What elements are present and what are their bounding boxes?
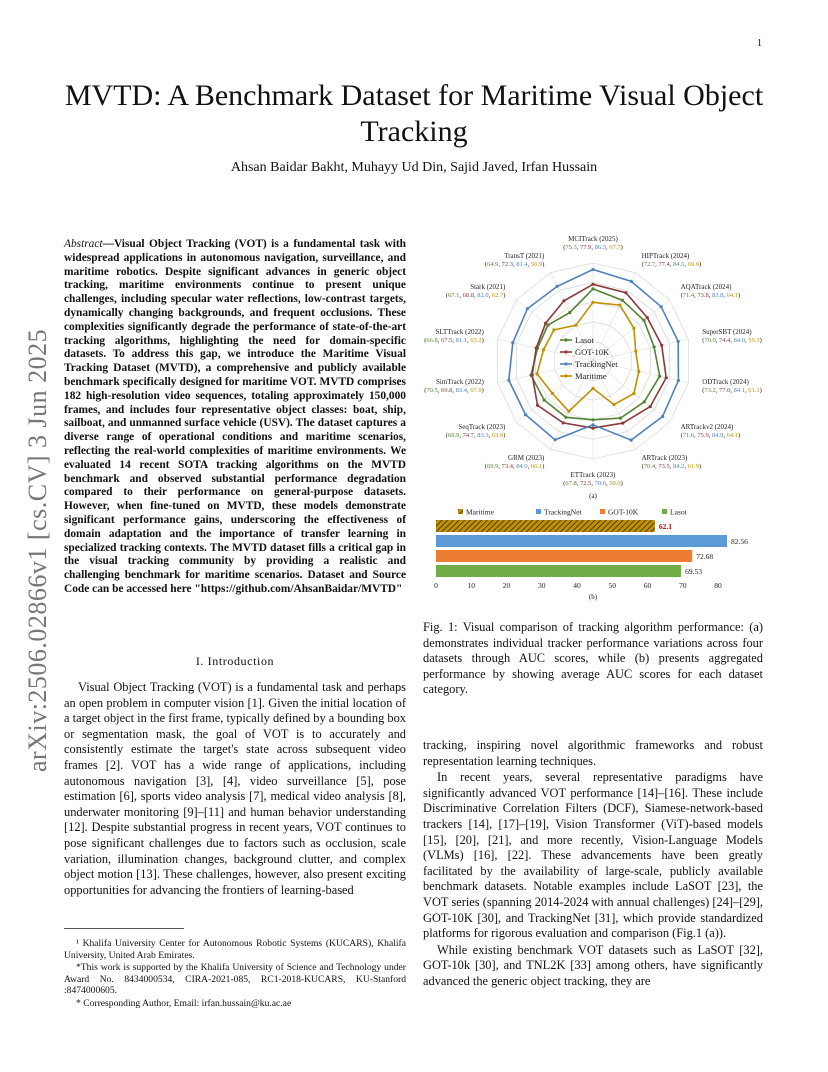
radar-point — [554, 438, 557, 441]
radar-value: 69.9 — [447, 431, 460, 439]
radar-point — [646, 316, 649, 319]
radar-axis-label: TransT (2021) — [504, 252, 545, 261]
radar-point — [632, 327, 635, 330]
radar-value: 71.6 — [682, 431, 695, 439]
radar-axis-values: (70.5, 69.8, 83.4, 67.0) — [424, 386, 484, 394]
footnote-3: * Corresponding Author, Email: irfan.hussain@ku.ac.ae — [76, 997, 292, 1009]
radar-value: 62.7 — [491, 292, 504, 300]
radar-axis-label: HIPTrack (2024) — [641, 252, 690, 261]
radar-axis-values: (71.6, 75.9, 84.9, 64.1) — [680, 431, 741, 439]
radar-value: 63.9 — [491, 431, 504, 439]
radar-point — [612, 403, 615, 406]
radar-value: 83.3 — [477, 431, 489, 439]
radar-value: 70.4 — [643, 462, 656, 470]
radar-point — [653, 345, 656, 348]
radar-axis-label: ARTrack (2023) — [641, 453, 688, 462]
radar-value: 77.9 — [580, 244, 592, 251]
radar-point — [642, 319, 645, 322]
arxiv-identifier: arXiv:2506.02866v1 [cs.CV] 3 Jun 2025 — [23, 328, 52, 772]
radar-point — [543, 398, 546, 401]
radar-legend-marker — [564, 362, 567, 365]
radar-point — [591, 287, 594, 290]
radar-legend-marker — [564, 350, 567, 353]
radar-legend-label: TrackingNet — [575, 359, 618, 369]
intro-paragraph: Visual Object Tracking (VOT) is a fundamental task and perhaps an open problem in computer vision [1]. Given the initial location of a target object in the first frame, typically defined by a bounding box or segmentation mask, the goal of VOT is to accurately and consistently estimate the target's state across subsequent video frames [2]. VOT has a wide range of applications, including autonomous navigation [3], [4], video surveillance [5], pose estimation [6], sports video analysis [7], medical video analysis [8], underwater monitoring [9]–[11] and human behavior understanding [12]. Despite substantial progress in recent years, VOT continues to pose significant challenges due to factors such as occlusion, scale variation, illumination changes, background clutter, and complex object motion [13]. These challenges, however, also present exciting opportunities for advancing the frontiers of learning-based — [64, 680, 406, 897]
radar-axis-values: (73.2, 77.0, 84.1, 61.1) — [702, 386, 762, 394]
paper-title: MVTD: A Benchmark Dataset for Maritime Visual Object Tracking — [64, 79, 764, 148]
radar-value: 82.0 — [477, 292, 489, 300]
bar-legend-swatch — [600, 509, 605, 514]
paragraph: tracking, inspiring novel algorithmic frameworks and robust representation learning techniques. — [423, 738, 763, 768]
radar-axis-label: ODTrack (2024) — [702, 377, 749, 386]
radar-value: 73.8 — [697, 292, 709, 300]
radar-axis-values: (64.9, 72.3, 81.4, 56.9) — [484, 261, 545, 269]
right-column-text — [423, 738, 763, 991]
radar-value: 86.3 — [594, 244, 606, 251]
radar-point — [556, 285, 559, 288]
radar-point — [526, 307, 529, 310]
radar-value: 70.0 — [704, 337, 716, 345]
radar-legend-marker — [564, 374, 567, 377]
radar-value: 73.2 — [704, 386, 716, 394]
radar-value: 69.9 — [486, 462, 499, 470]
radar-legend-label: Lasot — [575, 335, 594, 345]
radar-point — [567, 410, 570, 413]
radar-value: 69.6 — [687, 261, 700, 269]
footnote-1: ¹ Khalifa University Center for Autonomous Robotic Systems (KUCARS), Khalifa University, United Arab Emirates. — [64, 938, 406, 961]
radar-axis-label: GRM (2023) — [508, 453, 545, 462]
radar-point — [637, 370, 640, 373]
bar-x-tick: 10 — [467, 581, 476, 590]
radar-value: 72.3 — [501, 261, 513, 269]
bar-legend-label: TrackingNet — [544, 507, 582, 517]
radar-value: 84.0 — [516, 462, 528, 470]
radar-legend-label: GOT-10K — [575, 347, 610, 357]
bar-sublabel: (b) — [588, 593, 598, 601]
radar-axis-values: (66.8, 67.5, 81.1, 63.2) — [424, 337, 484, 345]
radar-axis-values: (69.9, 73.4, 84.0, 66.1) — [484, 462, 545, 470]
radar-legend-marker — [564, 338, 567, 341]
bar-lasot — [436, 565, 681, 577]
radar-point — [564, 416, 567, 419]
bar-got-10k — [436, 550, 692, 562]
radar-point — [591, 301, 594, 304]
footnote-2: *This work is supported by the Khalifa University of Science and Technology under Award No. 8434000534, CIRA-2021-085, RC1-2018-KUCARS, KU-Stanford :8474000605. — [64, 962, 406, 997]
radar-value: 72.7 — [643, 261, 656, 269]
radar-point — [618, 304, 621, 307]
radar-point — [632, 392, 635, 395]
radar-value: 64.1 — [726, 431, 739, 439]
radar-point — [665, 376, 668, 379]
bar-x-tick: 20 — [502, 581, 511, 590]
footnotes — [64, 938, 406, 1011]
radar-axis-values: (70.4, 73.5, 84.2, 61.9) — [641, 462, 702, 470]
radar-value: 67.7 — [609, 244, 621, 251]
radar-value: 67.0 — [470, 386, 482, 394]
bar-x-tick: 30 — [538, 581, 546, 590]
bar-legend-label: Lasot — [670, 507, 687, 517]
radar-value: 67.1 — [447, 292, 460, 300]
radar-chart — [418, 235, 768, 502]
radar-value: 84.9 — [712, 431, 724, 439]
radar-axis-label: SimTrack (2022) — [436, 377, 484, 386]
bar-value-label: 69.53 — [685, 567, 702, 576]
footnote-rule — [64, 928, 184, 929]
radar-point — [542, 348, 545, 351]
radar-point — [591, 427, 594, 430]
bar-value-label: 72.68 — [696, 552, 714, 561]
bar-x-tick: 50 — [608, 581, 617, 590]
bar-trackingnet — [436, 535, 727, 547]
bar-chart — [418, 504, 768, 614]
radar-point — [677, 340, 680, 343]
radar-value: 75.3 — [565, 244, 577, 251]
radar-axis-label: AQATrack (2024) — [680, 283, 732, 292]
radar-point — [591, 387, 594, 390]
radar-value: 59.3 — [748, 337, 760, 345]
radar-point — [562, 299, 565, 302]
radar-point — [621, 422, 624, 425]
radar-point — [591, 418, 594, 421]
bar-value-label: 82.56 — [731, 537, 748, 546]
author-list: Ahsan Baidar Bakht, Muhayy Ud Din, Sajid Javed, Irfan Hussain — [230, 160, 598, 175]
radar-value: 72.5 — [580, 480, 592, 487]
radar-point — [630, 439, 633, 442]
radar-value: 84.0 — [733, 337, 745, 345]
paragraph: In recent years, several representative paradigms have significantly advanced VOT performance [14]–[16]. These include Discriminative Correlation Filters (DCF), Siamese-network-based trackers [14], [17]–[19], Vision Transformer (ViT)-based models [15], [20], [21], and more recently, Vision-Language Models (VLMs) [16], [22]. These advancements have been greatly facilitated by the availability of large-scale, publicly available benchmark datasets. Notable examples include LaSOT [23], the VOT series (spanning 2014-2024 with annual challenges) [24]–[29], GOT-10K [30], and TrackingNet [31], which provide standardized platforms for rigorous evaluation and comparison (Fig.1 (a)). — [423, 770, 763, 941]
bar-legend-label: Maritime — [466, 507, 494, 517]
radar-axis-values: (71.4, 73.8, 83.8, 64.1) — [680, 292, 741, 300]
bar-x-tick: 0 — [434, 581, 438, 590]
radar-legend-label: Maritime — [575, 371, 607, 381]
radar-value: 67.8 — [565, 480, 577, 487]
radar-point — [531, 373, 534, 376]
radar-value: 68.8 — [462, 292, 474, 300]
radar-point — [649, 405, 652, 408]
radar-axis-values: (70.0, 74.4, 84.0, 59.3) — [702, 337, 762, 345]
radar-point — [568, 311, 571, 314]
radar-point — [624, 291, 627, 294]
radar-value: 84.2 — [673, 462, 685, 470]
radar-value: 84.5 — [673, 261, 685, 269]
radar-point — [524, 413, 527, 416]
radar-value: 83.4 — [455, 386, 468, 394]
radar-axis-values: (69.9, 74.7, 83.3, 63.9) — [445, 431, 506, 439]
bar-x-tick: 70 — [679, 581, 687, 590]
radar-value: 73.5 — [658, 462, 670, 470]
radar-point — [507, 379, 510, 382]
radar-value: 56.9 — [530, 261, 543, 269]
radar-point — [591, 268, 594, 271]
abstract-text: —Visual Object Tracking (VOT) is a fundamental task with widespread applications in autonomous navigation, surveillance, and maritime robotics. Despite significant advances in generic object tracking, maritime environments continue to present unique challenges, including specular water reflections, low-contrast targets, dynamically changing backgrounds, and frequent occlusions. These complexities significantly degrade the performance of state-of-the-art tracking algorithms, highlighting the need for domain-specific datasets. To address this gap, we introduce the Maritime Visual Tracking Dataset (MVTD), a comprehensive and publicly available benchmark specifically designed for maritime VOT. MVTD comprises 182 high-resolution video sequences, totaling approximately 150,000 frames, and includes four representative object classes: boat, ship, sailboat, and unmanned surface vehicle (USV). The dataset captures a diverse range of operational conditions and maritime scenarios, reflecting the real-world complexities of maritime environments. We evaluated 14 recent SOTA tracking algorithms on the MVTD benchmark and observed substantial performance degradation compared to their performance on general-purpose datasets. However, when fine-tuned on MVTD, these models demonstrate significant performance gains, underscoring the effectiveness of domain adaptation and the importance of transfer learning in specialized tracking contexts. The MVTD dataset fills a critical gap in the visual tracking community by providing a realistic and challenging benchmark for maritime scenarios. Dataset and Source Code can be accessed here "https://github.com/AhsanBaidar/MVTD" — [64, 238, 406, 595]
bar-value-label: 62.1 — [658, 522, 673, 531]
radar-axis-values: (67.8, 72.5, 70.6, 50.0) — [563, 480, 623, 487]
page-number: 1 — [757, 38, 762, 49]
radar-point — [634, 350, 637, 353]
radar-point — [619, 417, 622, 420]
radar-point — [544, 322, 547, 325]
radar-sublabel: (a) — [589, 492, 597, 500]
radar-axis-label: MCITrack (2025) — [568, 235, 618, 243]
radar-axis-label: SuperSBT (2024) — [702, 328, 752, 337]
radar-point — [658, 375, 661, 378]
radar-point — [535, 346, 538, 349]
radar-point — [574, 324, 577, 327]
radar-value: 63.2 — [470, 337, 482, 345]
radar-axis-label: Stark (2021) — [470, 283, 506, 292]
radar-value: 64.1 — [726, 292, 739, 300]
radar-value: 71.4 — [682, 292, 695, 300]
bar-legend-swatch — [536, 509, 541, 514]
radar-value: 75.9 — [697, 431, 709, 439]
radar-value: 83.8 — [712, 292, 724, 300]
paragraph: While existing benchmark VOT datasets such as LaSOT [32], GOT-10k [30], and TNL2K [33] among others, have significantly advanced the generic object tracking, they are — [423, 942, 763, 988]
bar-legend-swatch — [662, 509, 667, 514]
radar-value: 81.1 — [455, 337, 468, 345]
radar-point — [536, 404, 539, 407]
radar-axis-label: ARTrackv2 (2024) — [680, 422, 734, 431]
radar-value: 81.4 — [516, 261, 528, 269]
radar-point — [535, 372, 538, 375]
radar-point — [551, 392, 554, 395]
radar-axis-label: SeqTrack (2023) — [458, 422, 506, 431]
bar-x-tick: 40 — [573, 581, 581, 590]
radar-value: 74.7 — [462, 431, 474, 439]
radar-axis-values: (72.7, 77.4, 84.5, 69.6) — [641, 261, 702, 269]
radar-point — [630, 280, 633, 283]
radar-value: 70.5 — [426, 386, 438, 394]
radar-point — [661, 415, 664, 418]
radar-value: 50.0 — [609, 480, 621, 487]
radar-point — [621, 299, 624, 302]
radar-axis-label: ETTrack (2023) — [570, 471, 616, 479]
radar-value: 74.4 — [718, 337, 731, 345]
radar-value: 73.4 — [501, 462, 513, 470]
radar-value: 61.9 — [687, 462, 700, 470]
radar-point — [660, 305, 663, 308]
radar-value: 66.1 — [530, 462, 543, 470]
radar-value: 77.4 — [658, 261, 670, 269]
radar-value: 61.1 — [748, 386, 760, 394]
radar-value: 69.8 — [441, 386, 453, 394]
radar-value: 66.8 — [426, 337, 438, 345]
figure-caption: Fig. 1: Visual comparison of tracking algorithm performance: (a) demonstrates individual tracker performance variations across four datasets through AUC scores, while (b) presents aggregated performance by showing average AUC scores for each dataset category. — [423, 620, 763, 697]
bar-maritime — [436, 520, 655, 532]
section-heading: I. Introduction — [195, 654, 275, 668]
radar-point — [511, 341, 514, 344]
bar-x-tick: 80 — [714, 581, 722, 590]
radar-point — [660, 344, 663, 347]
radar-value: 70.6 — [594, 480, 606, 487]
abstract-lead: Abstract — [64, 238, 103, 250]
radar-axis-values: (67.1, 68.8, 82.0, 62.7) — [445, 292, 506, 300]
radar-point — [643, 400, 646, 403]
radar-axis-values: (75.3, 77.9, 86.3, 67.7) — [563, 244, 623, 251]
radar-axis-label: SLTTrack (2022) — [435, 328, 484, 337]
radar-value: 67.5 — [441, 337, 453, 345]
radar-value: 64.9 — [486, 261, 499, 269]
bar-legend-label: GOT-10K — [608, 507, 639, 517]
radar-point — [562, 421, 565, 424]
radar-point — [552, 328, 555, 331]
bar-legend-swatch — [458, 509, 463, 514]
radar-point — [677, 379, 680, 382]
abstract — [64, 238, 406, 597]
radar-point — [591, 283, 594, 286]
radar-value: 84.1 — [733, 386, 745, 394]
radar-point — [591, 423, 594, 426]
bar-x-tick: 60 — [643, 581, 652, 590]
radar-value: 77.0 — [718, 386, 731, 394]
